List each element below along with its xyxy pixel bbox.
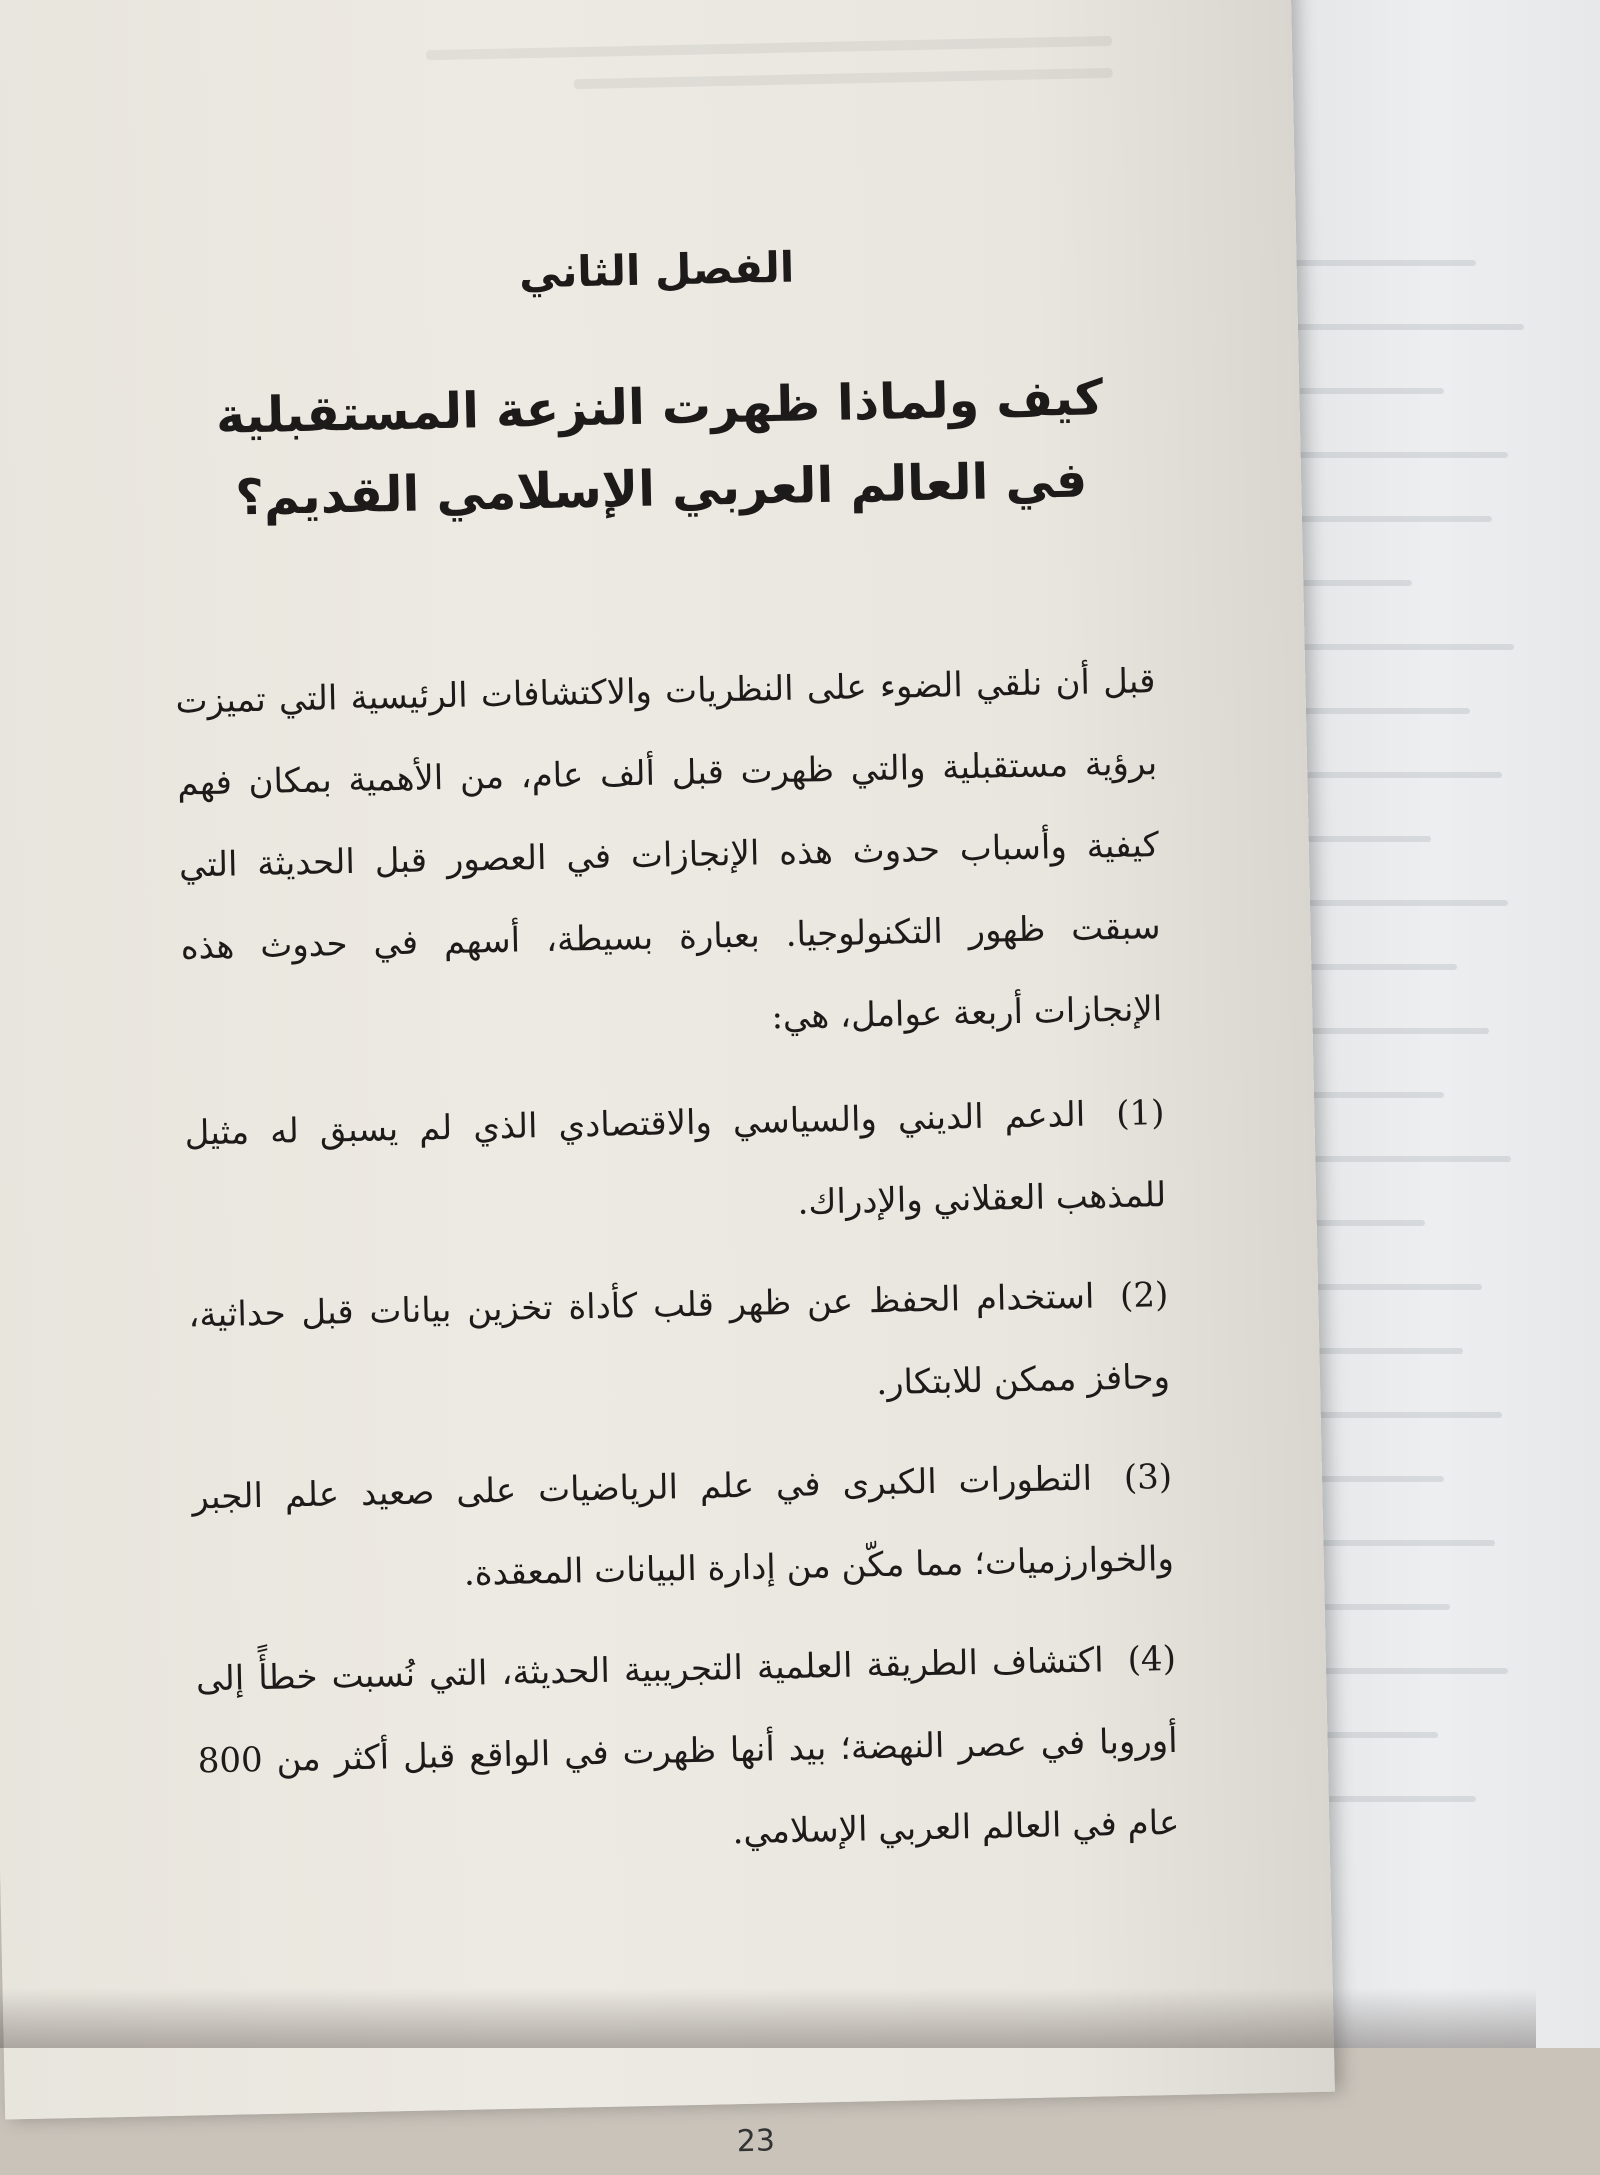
factor-number: (2) xyxy=(1119,1274,1169,1316)
page-number: 23 xyxy=(736,2123,776,2160)
factor-item xyxy=(195,1618,1180,1884)
factor-text: التطورات الكبرى في علم الرياضيات على صعيد علم الجبر والخوارزميات؛ مما مكّن من إدارة البيانات المعقدة. xyxy=(191,1458,1175,1594)
intro-paragraph: قبل أن نلقي الضوء على النظريات والاكتشافات الرئيسية التي تميزت برؤية مستقبلية والتي ظهرت قبل ألف عام، من الأهمية بمكان فهم كيفية وأسباب حدوث هذه الإنجازات في العصور قبل الحديثة التي سبقت ظهور التكنولوجيا. بعبارة بسيطة، أسهم في حدوث هذه الإنجازات أربعة عوامل، هي: xyxy=(175,661,1163,1038)
factor-number: (3) xyxy=(1123,1456,1173,1498)
factor-item xyxy=(184,1072,1167,1256)
factor-number: (4) xyxy=(1127,1638,1177,1680)
chapter-title xyxy=(169,356,1152,540)
factor-text: الدعم الديني والسياسي والاقتصادي الذي لم يسبق له مثيل للمذهب العقلاني والإدراك. xyxy=(184,1094,1167,1223)
factor-number: (1) xyxy=(1115,1093,1165,1135)
factor-text: استخدام الحفظ عن ظهر قلب كأداة تخزين بيانات قبل حداثية، وحافز ممكن للابتكار. xyxy=(188,1276,1171,1404)
show-through-text xyxy=(132,36,1113,121)
chapter-heading: الفصل الثاني xyxy=(518,242,795,298)
factor-item xyxy=(188,1254,1171,1438)
chapter-title-line-2: في العالم العربي الإسلامي القديم؟ xyxy=(234,451,1088,527)
page-edge-shadow xyxy=(0,1988,1536,2048)
factor-text: اكتشاف الطريقة العلمية التجريبية الحديثة، التي نُسبت خطأً إلى أوروبا في عصر النهضة؛ بيد أنها ظهرت في الواقع قبل أكثر من 800 عام في العالم العربي الإسلامي. xyxy=(195,1640,1180,1853)
page-content xyxy=(166,235,1180,2160)
chapter-title-line-1: كيف ولماذا ظهرت النزعة المستقبلية xyxy=(215,369,1104,445)
factor-item xyxy=(191,1436,1174,1620)
